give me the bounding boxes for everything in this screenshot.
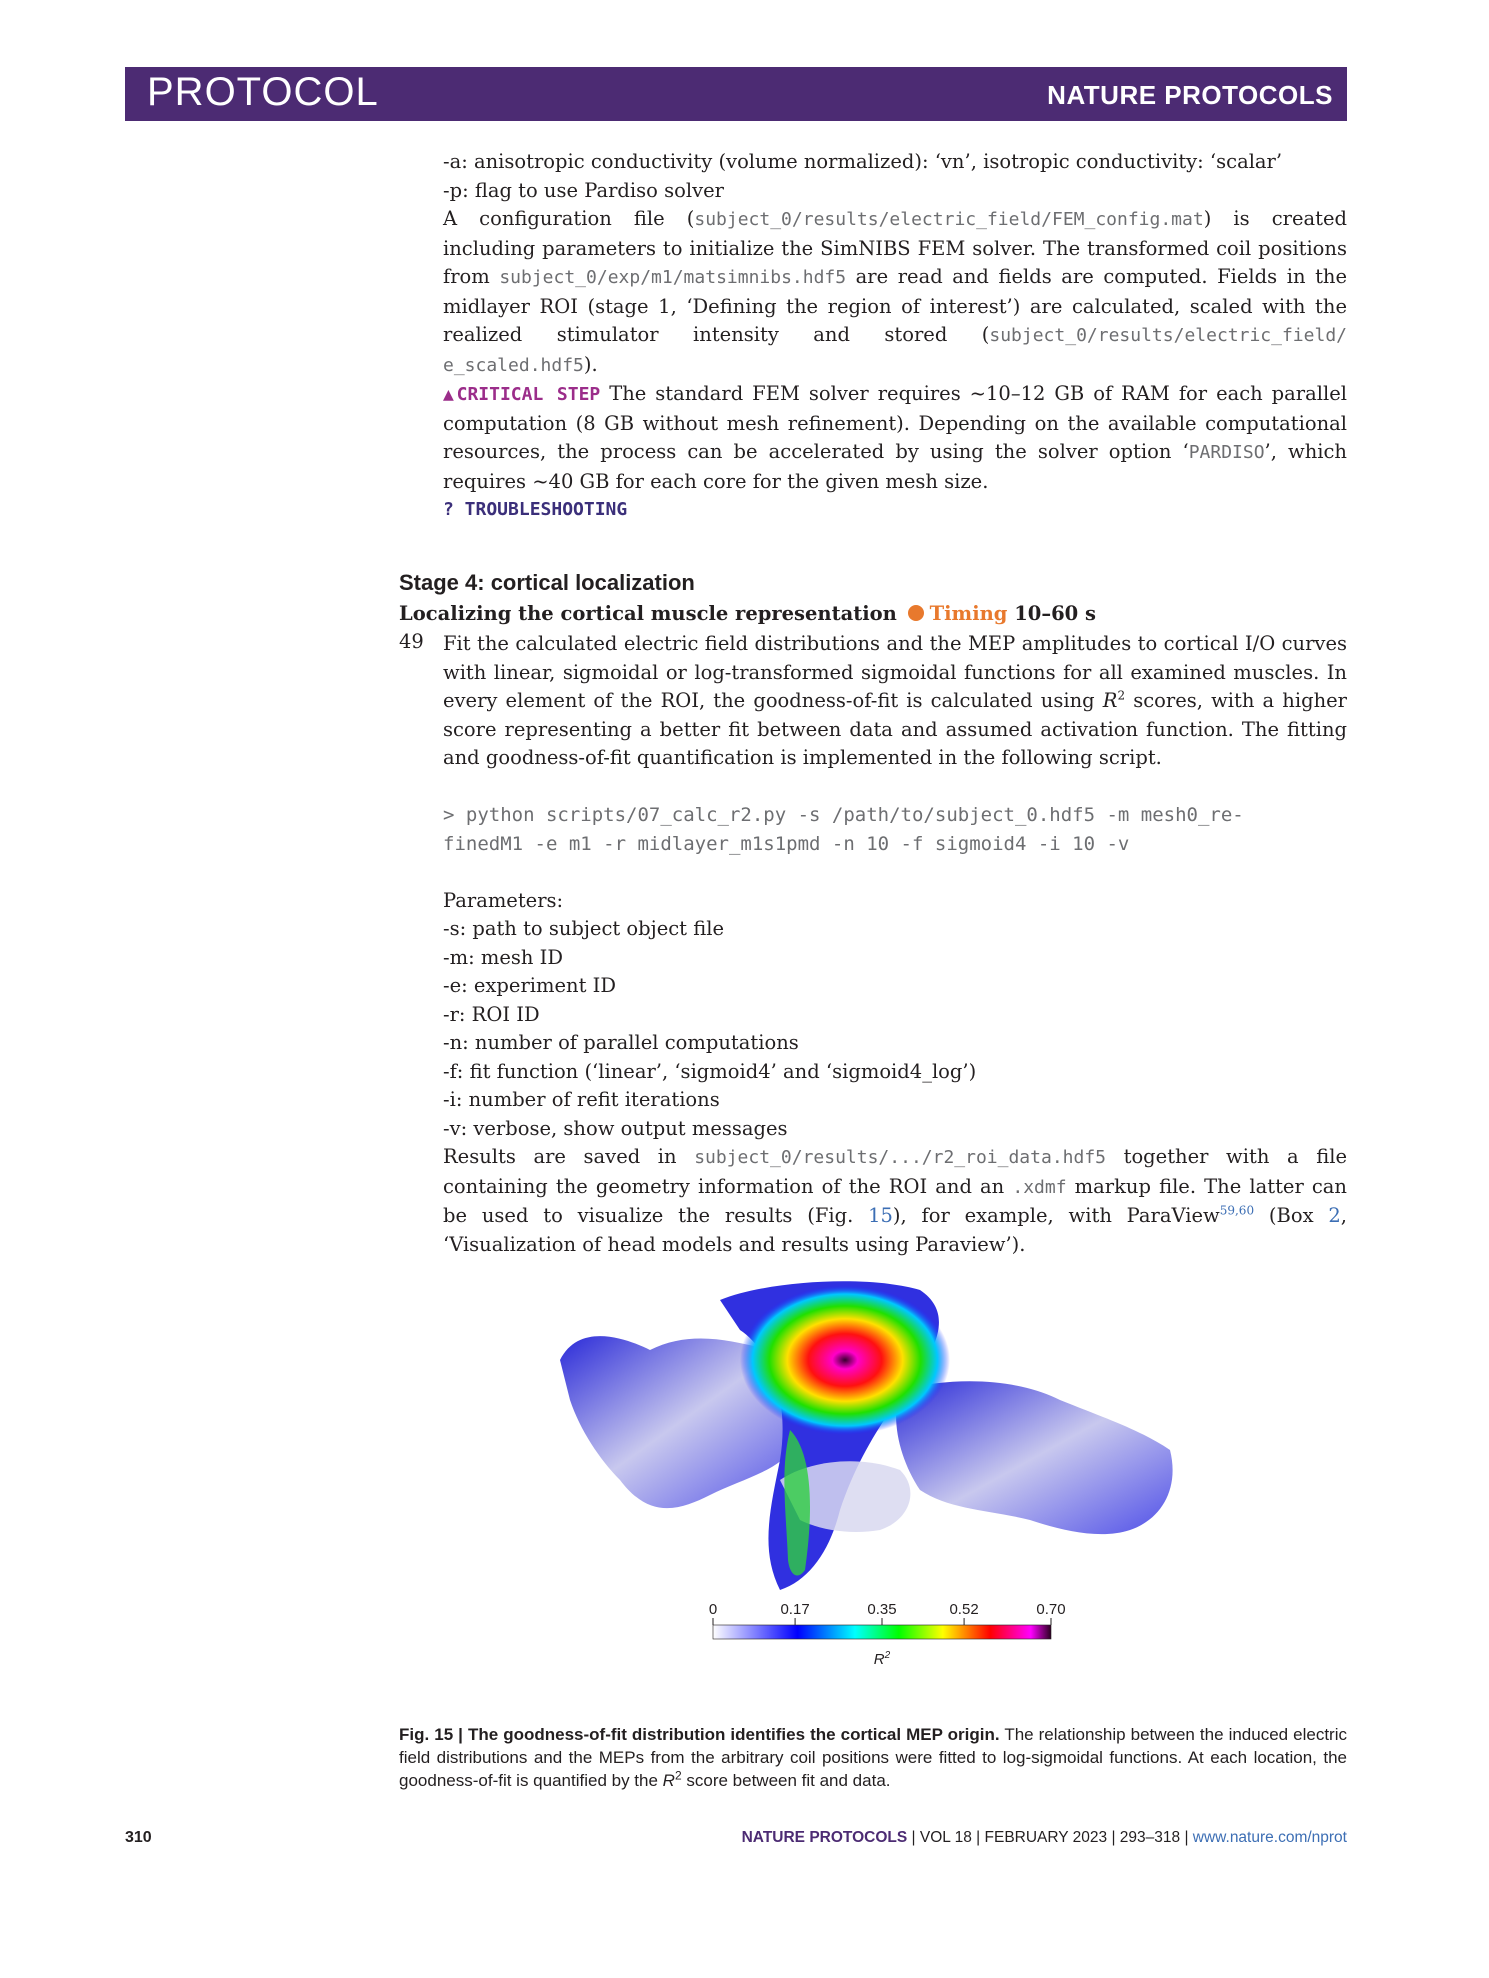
journal-url[interactable]: www.nature.com/nprot (1192, 1829, 1347, 1846)
header-banner (125, 67, 1347, 121)
parameter-item: -r: ROI ID (443, 1002, 540, 1026)
param-a: -a: anisotropic conductivity (volume normalized): ‘vn’, isotropic conductivity: ‘scalar’ (443, 150, 1283, 173)
citation-link[interactable]: 59,60 (1219, 1203, 1255, 1218)
colorbar-label: $R^2$ (873, 1650, 891, 1668)
procedure-heading: Localizing the cortical muscle representation Timing 10–60 s (399, 602, 1097, 625)
figure-15 (540, 1280, 1190, 1668)
parameter-item: -n: number of parallel computations (443, 1031, 799, 1054)
journal-title: NATURE PROTOCOLS (1047, 80, 1333, 110)
colorbar-tick-label: 0.35 (867, 1601, 897, 1618)
critical-step-label: ▲CRITICAL STEP (443, 384, 601, 405)
parameters-title: Parameters: (443, 888, 564, 912)
box-2-link[interactable]: 2 (1328, 1204, 1341, 1227)
fig-15-link[interactable]: 15 (868, 1204, 893, 1227)
pardiso-option: PARDISO (1188, 442, 1265, 463)
scaled-file-path: subject_0/results/electric_field/ e_scaled.hdf5 (443, 325, 1347, 376)
parameter-item: -s: path to subject object file (443, 917, 724, 940)
page-number: 310 (125, 1829, 152, 1846)
critical-step: ▲CRITICAL STEP The standard FEM solver requires ~10–12 GB of RAM for each parallel computation (8 GB without mesh refinement). Depending on the available computational resources, the process can be accelerated by using the solver option ‘PARDISO’, which requires ~40 GB for each core for the given mesh size. (443, 382, 1347, 493)
colorbar-tick-label: 0.17 (780, 1601, 810, 1618)
hotspot-region (740, 1285, 950, 1435)
command-line-2: finedM1 -e m1 -r midlayer_m1s1pmd -n 10 -f sigmoid4 -i 10 -v (443, 832, 1130, 855)
footer-citation: NATURE PROTOCOLS | VOL 18 | FEBRUARY 2023 | 293–318 | www.nature.com/nprot (741, 1829, 1347, 1846)
colorbar-gradient (713, 1625, 1051, 1639)
step-number: 49 (399, 630, 424, 653)
command-line-1: > python scripts/07_calc_r2.py -s /path/to/subject_0.hdf5 -m mesh0_re- (443, 803, 1244, 826)
section-title: PROTOCOL (147, 70, 379, 114)
config-file-path: subject_0/results/electric_field/FEM_config.mat (694, 209, 1204, 230)
colorbar-tick-label: 0 (708, 1601, 718, 1618)
config-paragraph: A configuration file (subject_0/results/electric_field/FEM_config.mat) is created including parameters to initialize the SimNIBS FEM solver. The transformed coil positions from subject_0/exp/m1/matsimnibs.hdf5 are read and fields are computed. Fields in the midlayer ROI (stage 1, ‘Defining the region of interest’) are calculated, scaled with the realized stimulator intensity and stored (subject_0/results/electric_field/ e_scaled.hdf5). (443, 207, 1348, 376)
param-p: -p: flag to use Pardiso solver (443, 178, 724, 202)
troubleshooting-link[interactable]: ? TROUBLESHOOTING (443, 499, 628, 520)
caption-label: Fig. 15 | The goodness-of-fit distribution identifies the cortical MEP origin. (399, 1725, 1000, 1744)
parameter-item: -e: experiment ID (443, 974, 616, 997)
cortex-right-gyrus (896, 1381, 1173, 1534)
timing-dot-icon (908, 605, 924, 621)
results-file-path: subject_0/results/.../r2_roi_data.hdf5 (694, 1147, 1107, 1168)
parameter-item: -i: number of refit iterations (443, 1088, 720, 1111)
parameters-list (443, 915, 1347, 1143)
step-text: Fit the calculated electric field distributions and the MEP amplitudes to cortical I/O curves with linear, sigmoidal or log-transformed sigmoidal functions for all examined muscles. In every element of the ROI, the goodness-of-fit is calculated using $R^2$ scores, with a higher score representing a better fit between data and assumed activation function. The fitting and goodness-of-fit quantification is implemented in the following script. (443, 632, 1347, 769)
colorbar-tick-label: 0.52 (949, 1601, 979, 1618)
timing-value: 10–60 s (1014, 602, 1097, 625)
parameter-item: -v: verbose, show output messages (443, 1116, 788, 1140)
colorbar-tick-label: 0.70 (1036, 1601, 1066, 1618)
stage-heading: Stage 4: cortical localization (399, 570, 695, 595)
results-paragraph: Results are saved in subject_0/results/.../r2_roi_data.hdf5 together with a file containing the geometry information of the ROI and an .xdmf markup file. The latter can be used to visualize the results (Fig. 15), for example, with ParaView$^{59,60}$ (Box 2, ‘Visualization of head models and results using Paraview’). (443, 1145, 1347, 1256)
step-49-block (443, 630, 1347, 1259)
parameter-item: -f: fit function (‘linear’, ‘sigmoid4’ and ‘sigmoid4_log’) (443, 1059, 977, 1083)
xdmf-extension: .xdmf (1012, 1176, 1067, 1198)
parameter-item: -m: mesh ID (443, 945, 563, 969)
coil-file-path: subject_0/exp/m1/matsimnibs.hdf5 (499, 267, 847, 288)
colorbar (540, 1601, 1190, 1730)
figure-caption: Fig. 15 | The goodness-of-fit distribution identifies the cortical MEP origin. The relationship between the induced electric field distributions and the MEPs from the arbitrary coil positions were fitted to log-sigmoidal functions. At each location, the goodness-of-fit is quantified by the $R^2$ score between fit and data. (399, 1725, 1347, 1790)
top-text-block (443, 148, 1347, 525)
cortex-rendering (540, 1280, 1190, 1620)
timing-label: Timing (929, 602, 1008, 625)
